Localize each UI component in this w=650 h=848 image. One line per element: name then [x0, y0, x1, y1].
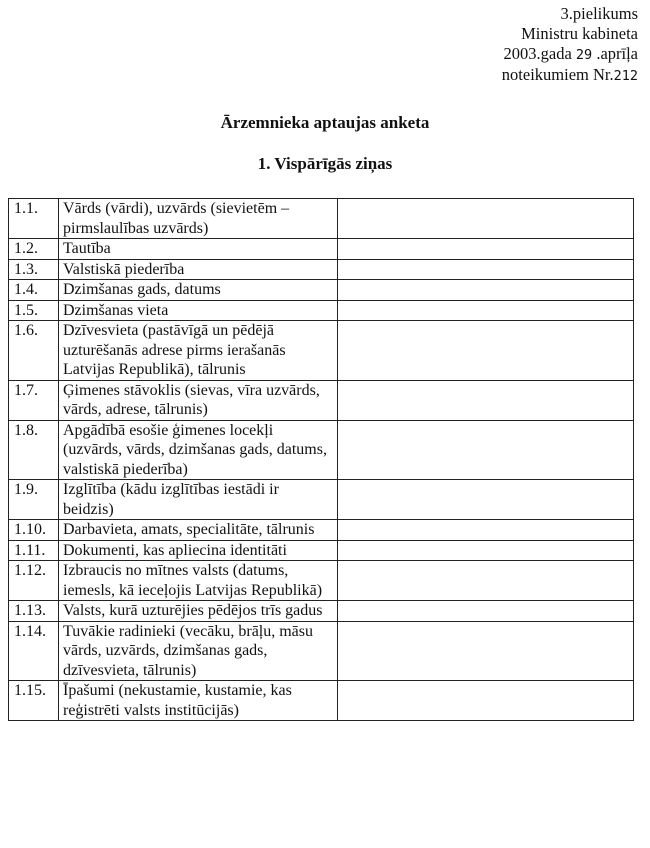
- date-year: 2003.gada: [503, 44, 572, 63]
- table-row: [9, 300, 634, 321]
- document-title: Ārzemnieka aptaujas anketa: [220, 113, 430, 132]
- questionnaire-table: [8, 198, 634, 721]
- row-label: Īpašumi (nekustamie, kustamie, kas reģistrēti valsts institūcijās): [59, 681, 338, 721]
- regulation-label: noteikumiem Nr.: [501, 65, 614, 84]
- answer-field[interactable]: [338, 520, 634, 541]
- row-label: Izglītība (kādu izglītības iestādi ir beidzis): [59, 480, 338, 520]
- answer-field[interactable]: [338, 621, 634, 681]
- annex-header: [502, 4, 638, 86]
- date-month: .aprīļa: [596, 44, 638, 63]
- row-label: Vārds (vārdi), uzvārds (sievietēm – pirmslaulības uzvārds): [59, 199, 338, 239]
- row-label: Dzimšanas gads, datums: [59, 280, 338, 301]
- answer-field[interactable]: [338, 300, 634, 321]
- row-number: 1.8.: [9, 420, 59, 480]
- answer-field[interactable]: [338, 259, 634, 280]
- table-row: [9, 561, 634, 601]
- row-number: 1.13.: [9, 601, 59, 622]
- row-number: 1.11.: [9, 540, 59, 561]
- row-label: Dzimšanas vieta: [59, 300, 338, 321]
- table-row: [9, 199, 634, 239]
- table-row: [9, 380, 634, 420]
- row-label: Darbavieta, amats, specialitāte, tālrunis: [59, 520, 338, 541]
- row-label: Valsts, kurā uzturējies pēdējos trīs gadus: [59, 601, 338, 622]
- answer-field[interactable]: [338, 681, 634, 721]
- row-number: 1.15.: [9, 681, 59, 721]
- answer-field[interactable]: [338, 280, 634, 301]
- answer-field[interactable]: [338, 480, 634, 520]
- row-number: 1.3.: [9, 259, 59, 280]
- row-number: 1.4.: [9, 280, 59, 301]
- table-row: [9, 321, 634, 381]
- annex-number: 3.pielikums: [560, 4, 638, 23]
- answer-field[interactable]: [338, 561, 634, 601]
- answer-field[interactable]: [338, 321, 634, 381]
- row-label: Dzīvesvieta (pastāvīgā un pēdējā uzturēšanās adrese pirms ierašanās Latvijas Republikā), tālrunis: [59, 321, 338, 381]
- row-number: 1.5.: [9, 300, 59, 321]
- row-number: 1.7.: [9, 380, 59, 420]
- regulation-number: [502, 65, 638, 86]
- row-label: Izbraucis no mītnes valsts (datums, iemesls, kā iecеļojis Latvijas Republikā): [59, 561, 338, 601]
- answer-field[interactable]: [338, 420, 634, 480]
- table-row: [9, 621, 634, 681]
- row-label: Ģimenes stāvoklis (sievas, vīra uzvārds, vārds, adrese, tālrunis): [59, 380, 338, 420]
- regulation-no: 212: [613, 68, 638, 84]
- answer-field[interactable]: [338, 199, 634, 239]
- table-row: [9, 520, 634, 541]
- row-label: Tuvākie radinieki (vecāku, brāļu, māsu vārds, uzvārds, dzimšanas gads, dzīvesvieta, tālrunis): [59, 621, 338, 681]
- row-number: 1.10.: [9, 520, 59, 541]
- table-row: [9, 601, 634, 622]
- regulation-date: [502, 44, 638, 65]
- table-row: [9, 540, 634, 561]
- row-number: 1.1.: [9, 199, 59, 239]
- row-label: Tautība: [59, 239, 338, 260]
- row-number: 1.14.: [9, 621, 59, 681]
- table-row: [9, 480, 634, 520]
- answer-field[interactable]: [338, 380, 634, 420]
- table-row: [9, 239, 634, 260]
- table-row: [9, 681, 634, 721]
- answer-field[interactable]: [338, 601, 634, 622]
- table-row: [9, 280, 634, 301]
- answer-field[interactable]: [338, 239, 634, 260]
- date-day: 29: [575, 47, 593, 63]
- answer-field[interactable]: [338, 540, 634, 561]
- table-row: [9, 420, 634, 480]
- row-label: Valstiskā piederība: [59, 259, 338, 280]
- row-label: Apgādībā esošie ģimenes locekļi (uzvārds, vārds, dzimšanas gads, datums, valstiskā piederība): [59, 420, 338, 480]
- section-title: 1. Vispārīgās ziņas: [257, 154, 393, 173]
- issuer: Ministru kabineta: [521, 24, 638, 43]
- row-number: 1.9.: [9, 480, 59, 520]
- row-number: 1.6.: [9, 321, 59, 381]
- row-number: 1.12.: [9, 561, 59, 601]
- row-number: 1.2.: [9, 239, 59, 260]
- row-label: Dokumenti, kas apliecina identitāti: [59, 540, 338, 561]
- table-row: [9, 259, 634, 280]
